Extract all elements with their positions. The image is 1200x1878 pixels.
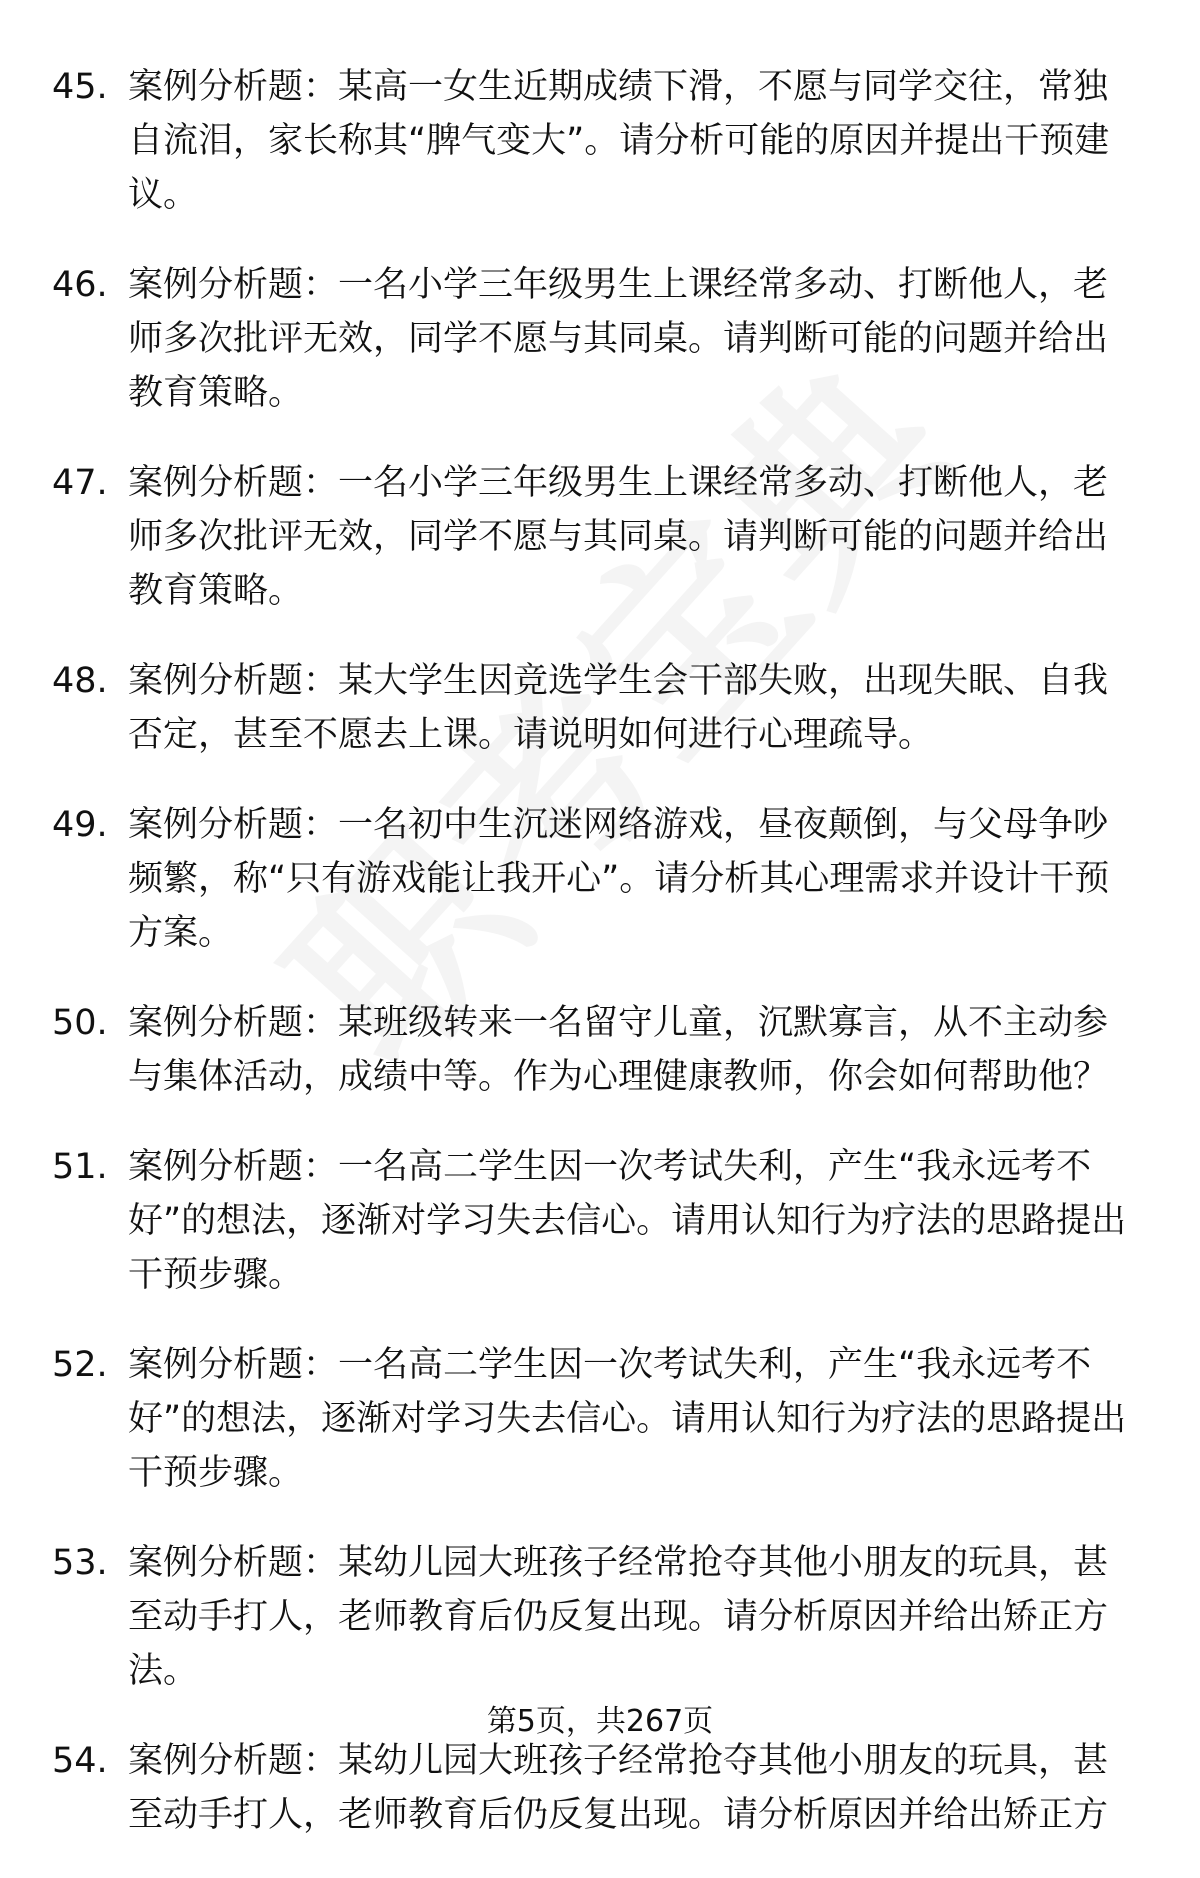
question-item [0,1536,1200,1698]
question-text: 案例分析题：某幼儿园大班孩子经常抢夺其他小朋友的玩具，甚至动手打人，老师教育后仍反复出现。请分析原因并给出矫正方法。 [128,1543,1109,1691]
question-text: 案例分析题：一名高二学生因一次考试失利，产生“我永远考不好”的想法，逐渐对学习失去信心。请用认知行为疗法的思路提出干预步骤。 [128,1147,1127,1295]
question-number: 52. [52,1345,108,1385]
question-number: 50. [52,1003,108,1043]
page-footer: 第5页，共267页 [486,1704,714,1739]
question-text: 案例分析题：某班级转来一名留守儿童，沉默寡言，从不主动参与集体活动，成绩中等。作为心理健康教师，你会如何帮助他？ [128,1003,1109,1097]
question-item [0,258,1200,420]
question-text: 案例分析题：某大学生因竞选学生会干部失败，出现失眠、自我否定，甚至不愿去上课。请说明如何进行心理疏导。 [128,661,1109,755]
question-number: 45. [52,67,108,107]
question-item [0,1734,1200,1842]
question-text: 案例分析题：一名初中生沉迷网络游戏，昼夜颠倒，与父母争吵频繁，称“只有游戏能让我开心”。请分析其心理需求并设计干预方案。 [128,805,1110,953]
question-number: 47. [52,463,108,503]
question-item [0,1338,1200,1500]
question-number: 53. [52,1543,108,1583]
question-number: 49. [52,805,108,845]
question-item [0,798,1200,960]
question-number: 54. [52,1741,108,1781]
question-item [0,1140,1200,1302]
question-number: 51. [52,1147,108,1187]
question-number: 46. [52,265,108,305]
question-text: 案例分析题：一名小学三年级男生上课经常多动、打断他人，老师多次批评无效，同学不愿与其同桌。请判断可能的问题并给出教育策略。 [128,463,1109,611]
question-item [0,60,1200,222]
question-number: 48. [52,661,108,701]
question-text: 案例分析题：某幼儿园大班孩子经常抢夺其他小朋友的玩具，甚至动手打人，老师教育后仍反复出现。请分析原因并给出矫正方 [128,1741,1109,1835]
question-item [0,456,1200,618]
question-list [0,60,1200,1878]
question-item [0,996,1200,1104]
question-item [0,654,1200,762]
question-text: 案例分析题：某高一女生近期成绩下滑，不愿与同学交往，常独自流泪，家长称其“脾气变大”。请分析可能的原因并提出干预建议。 [128,67,1110,215]
question-text: 案例分析题：一名高二学生因一次考试失利，产生“我永远考不好”的想法，逐渐对学习失去信心。请用认知行为疗法的思路提出干预步骤。 [128,1345,1127,1493]
question-text: 案例分析题：一名小学三年级男生上课经常多动、打断他人，老师多次批评无效，同学不愿与其同桌。请判断可能的问题并给出教育策略。 [128,265,1109,413]
